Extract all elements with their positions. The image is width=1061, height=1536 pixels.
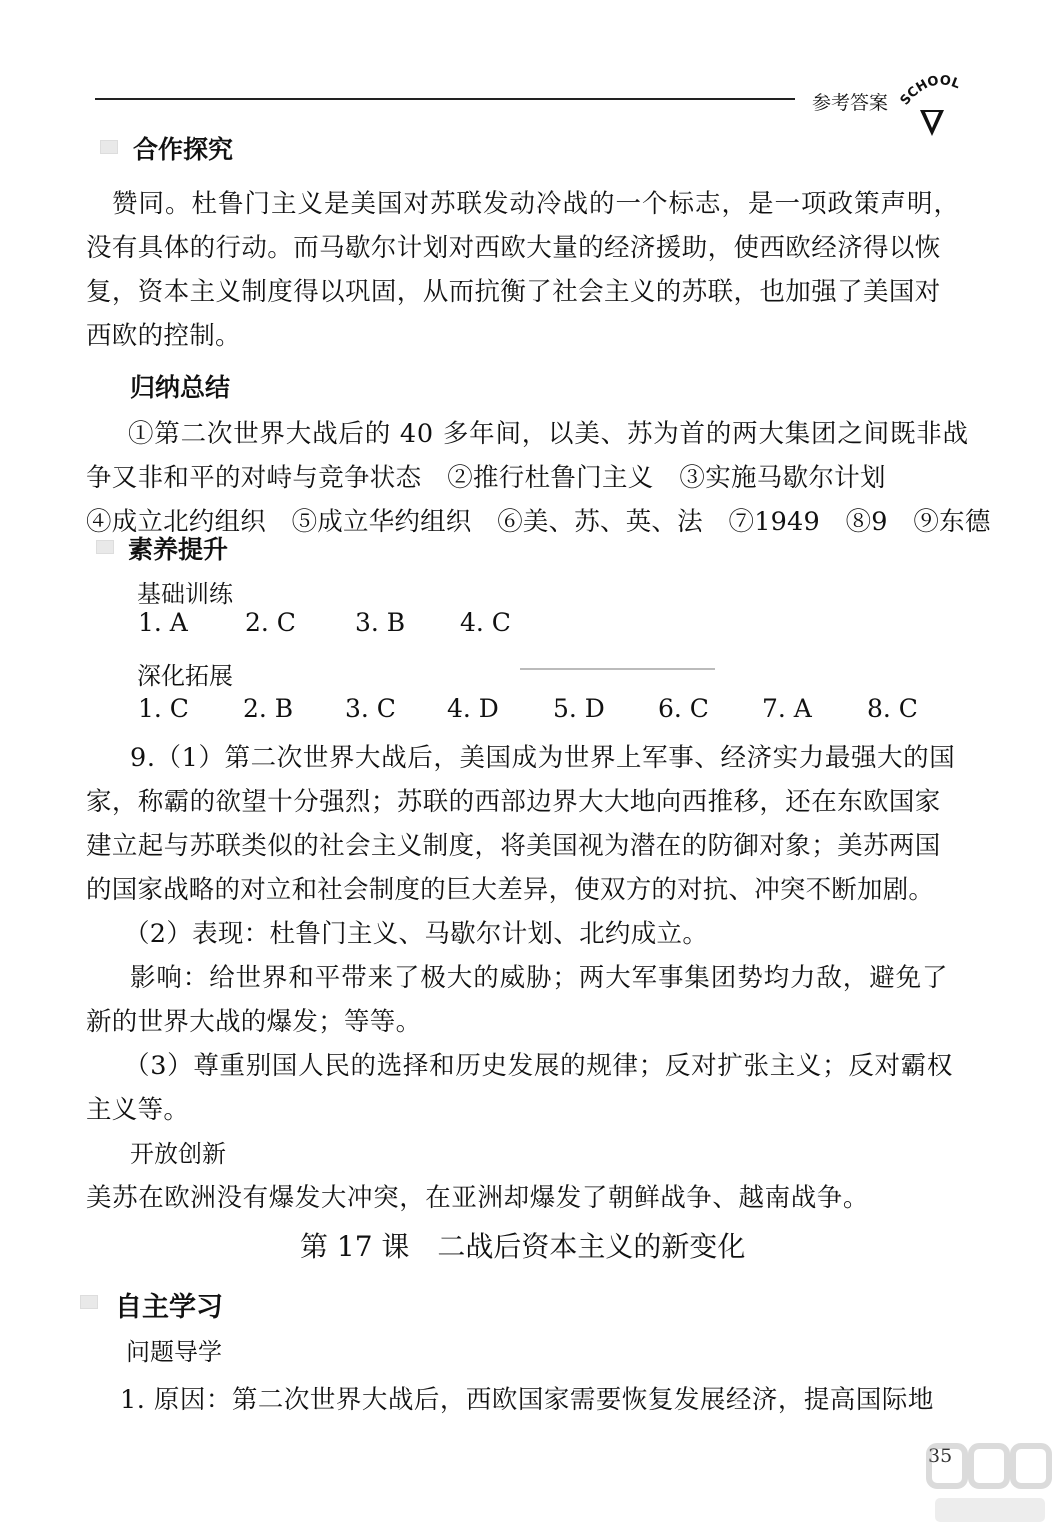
subsection-title-open: 开放创新 [130,1140,226,1168]
hezuo-line-2: 没有具体的行动。而马歇尔计划对西欧大量的经济援助，使西欧经济得以恢 [86,233,941,263]
section-marker [100,140,118,154]
q9-line-3: 建立起与苏联类似的社会主义制度，将美国视为潜在的防御对象；美苏两国 [86,831,941,861]
q9-line-1: 9.（1）第二次世界大战后，美国成为世界上军事、经济实力最强大的国 [130,743,956,773]
deep-answer-7: 7. A [762,694,812,723]
basic-answer-3: 3. B [355,608,406,637]
q9-line-2: 家，称霸的欲望十分强烈；苏联的西部边界大大地向西推移，还在东欧国家 [86,787,941,817]
open-line: 美苏在欧洲没有爆发大冲突，在亚洲却爆发了朝鲜战争、越南战争。 [86,1183,870,1213]
deep-answer-4: 4. D [447,694,499,723]
section-title-zizhu: 自主学习 [115,1292,223,1323]
hezuo-line-4: 西欧的控制。 [86,321,241,351]
q9-line-8: （3）尊重别国人民的选择和历史发展的规律；反对扩张主义；反对霸权 [124,1051,954,1081]
basic-answer-4: 4. C [460,608,511,637]
watermark-icon [925,1440,1055,1530]
deep-answer-5: 5. D [553,694,605,723]
lesson-title: 第 17 课 二战后资本主义的新变化 [300,1230,746,1263]
hezuo-line-1: 赞同。杜鲁门主义是美国对苏联发动冷战的一个标志，是一项政策声明， [112,189,961,219]
divider [520,668,715,670]
subsection-title-deep: 深化拓展 [137,662,233,690]
guina-line-3: ④成立北约组织 ⑤成立华约组织 ⑥美、苏、英、法 ⑦1949 ⑧9 ⑨东德 [86,507,991,537]
section-title-suyang: 素养提升 [128,535,229,564]
guina-line-1: ①第二次世界大战后的 40 多年间，以美、苏为首的两大集团之间既非战 [128,419,969,449]
q9-line-9: 主义等。 [86,1095,190,1125]
deep-answer-2: 2. B [243,694,294,723]
header-label: 参考答案 [812,92,889,114]
q9-line-5: （2）表现：杜鲁门主义、马歇尔计划、北约成立。 [124,919,709,949]
zizhu-line-1: 1. 原因：第二次世界大战后，西欧国家需要恢复发展经济，提高国际地 [120,1385,934,1415]
deep-answer-6: 6. C [658,694,709,723]
school-logo-icon [898,70,968,140]
page-number: 35 [928,1445,953,1467]
guina-line-2: 争又非和平的对峙与竞争状态 ②推行杜鲁门主义 ③实施马歇尔计划 [86,463,886,493]
q9-line-7: 新的世界大战的爆发；等等。 [86,1007,422,1037]
hezuo-line-3: 复，资本主义制度得以巩固，从而抗衡了社会主义的苏联，也加强了美国对 [86,277,941,307]
q9-line-4: 的国家战略的对立和社会制度的巨大差异，使双方的对抗、冲突不断加剧。 [86,875,935,905]
basic-answer-1: 1. A [138,608,188,637]
q9-line-6: 影响：给世界和平带来了极大的威胁；两大军事集团势均力敌，避免了 [130,963,949,993]
subsection-title-basic: 基础训练 [137,580,233,608]
subsection-title-wenti: 问题导学 [126,1338,222,1366]
deep-answer-3: 3. C [345,694,396,723]
school-logo-text: SCHOOL [898,73,962,109]
svg-text:SCHOOL [898,73,962,108]
deep-answer-8: 8. C [867,694,918,723]
section-marker [96,540,114,554]
basic-answer-2: 2. C [245,608,296,637]
deep-answer-1: 1. C [138,694,189,723]
section-title-guina: 归纳总结 [130,373,231,402]
section-marker [80,1295,98,1309]
section-title-hezuo: 合作探究 [133,135,234,164]
header-rule [95,98,795,100]
